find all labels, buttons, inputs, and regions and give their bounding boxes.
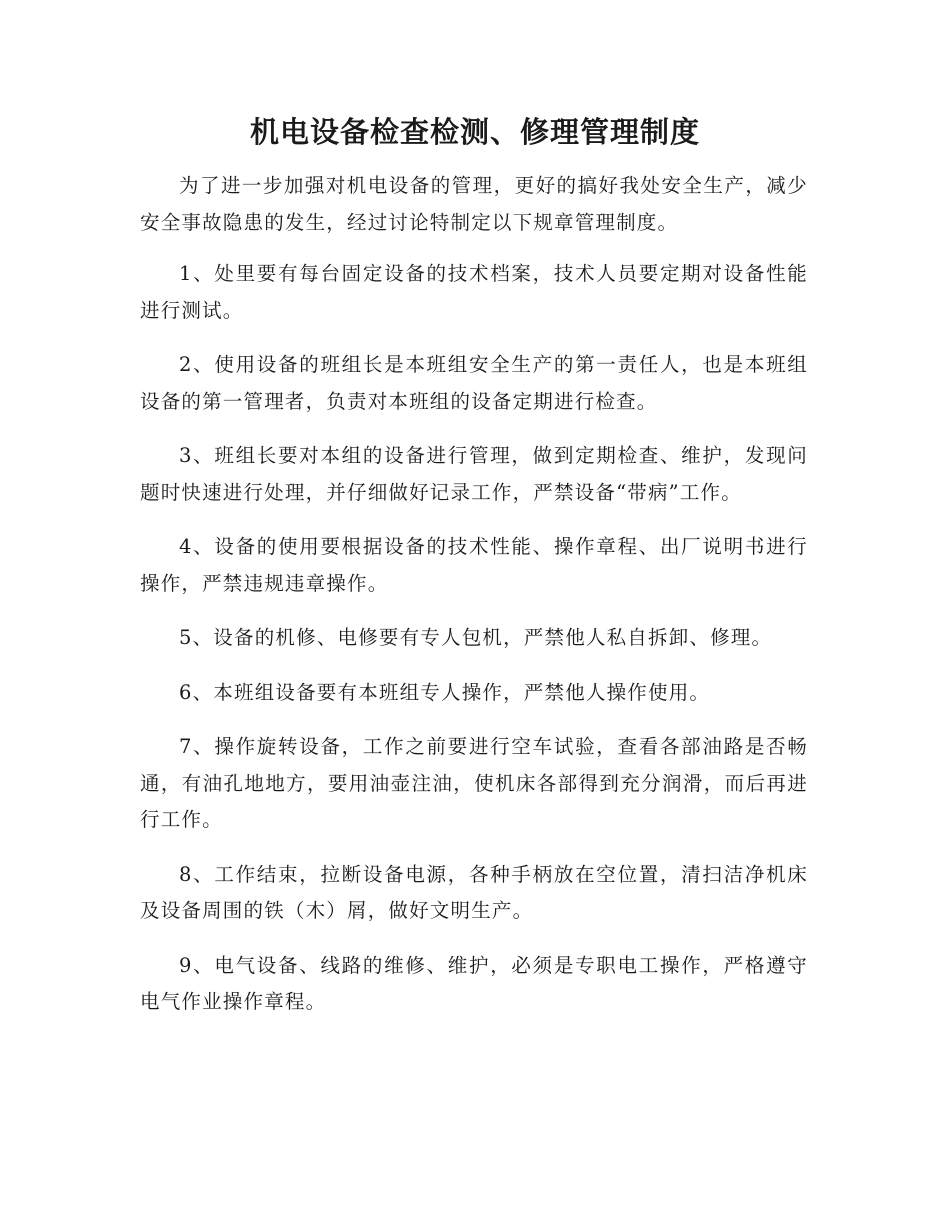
rule-paragraph-7: 7、操作旋转设备，工作之前要进行空车试验，查看各部油路是否畅通，有油孔地地方，要用油壶注油，使机床各部得到充分润滑，而后再进行工作。 [140,735,808,831]
intro-paragraph: 为了进一步加强对机电设备的管理，更好的搞好我处安全生产，减少安全事故隐患的发生，经过讨论特制定以下规章管理制度。 [140,174,808,234]
rule-paragraph-1: 1、处里要有每台固定设备的技术档案，技术人员要定期对设备性能进行测试。 [140,262,808,322]
rule-paragraph-9: 9、电气设备、线路的维修、维护，必须是专职电工操作，严格遵守电气作业操作章程。 [140,953,808,1013]
rule-paragraph-8: 8、工作结束，拉断设备电源，各种手柄放在空位置，清扫洁净机床及设备周围的铁（木）屑，做好文明生产。 [140,862,808,922]
rule-paragraph-4: 4、设备的使用要根据设备的技术性能、操作章程、出厂说明书进行操作，严禁违规违章操作。 [140,535,808,595]
rule-paragraph-6: 6、本班组设备要有本班组专人操作，严禁他人操作使用。 [179,680,711,704]
page-title: 机电设备检查检测、修理管理制度 [249,115,700,149]
rule-paragraph-3: 3、班组长要对本组的设备进行管理，做到定期检查、维护，发现问题时快速进行处理，并仔细做好记录工作，严禁设备“带病”工作。 [140,444,808,504]
rule-paragraph-2: 2、使用设备的班组长是本班组安全生产的第一责任人，也是本班组设备的第一管理者，负责对本班组的设备定期进行检查。 [140,353,808,413]
document-body [140,168,808,1039]
rule-paragraph-5: 5、设备的机修、电修要有专人包机，严禁他人私自拆卸、修理。 [179,626,773,649]
